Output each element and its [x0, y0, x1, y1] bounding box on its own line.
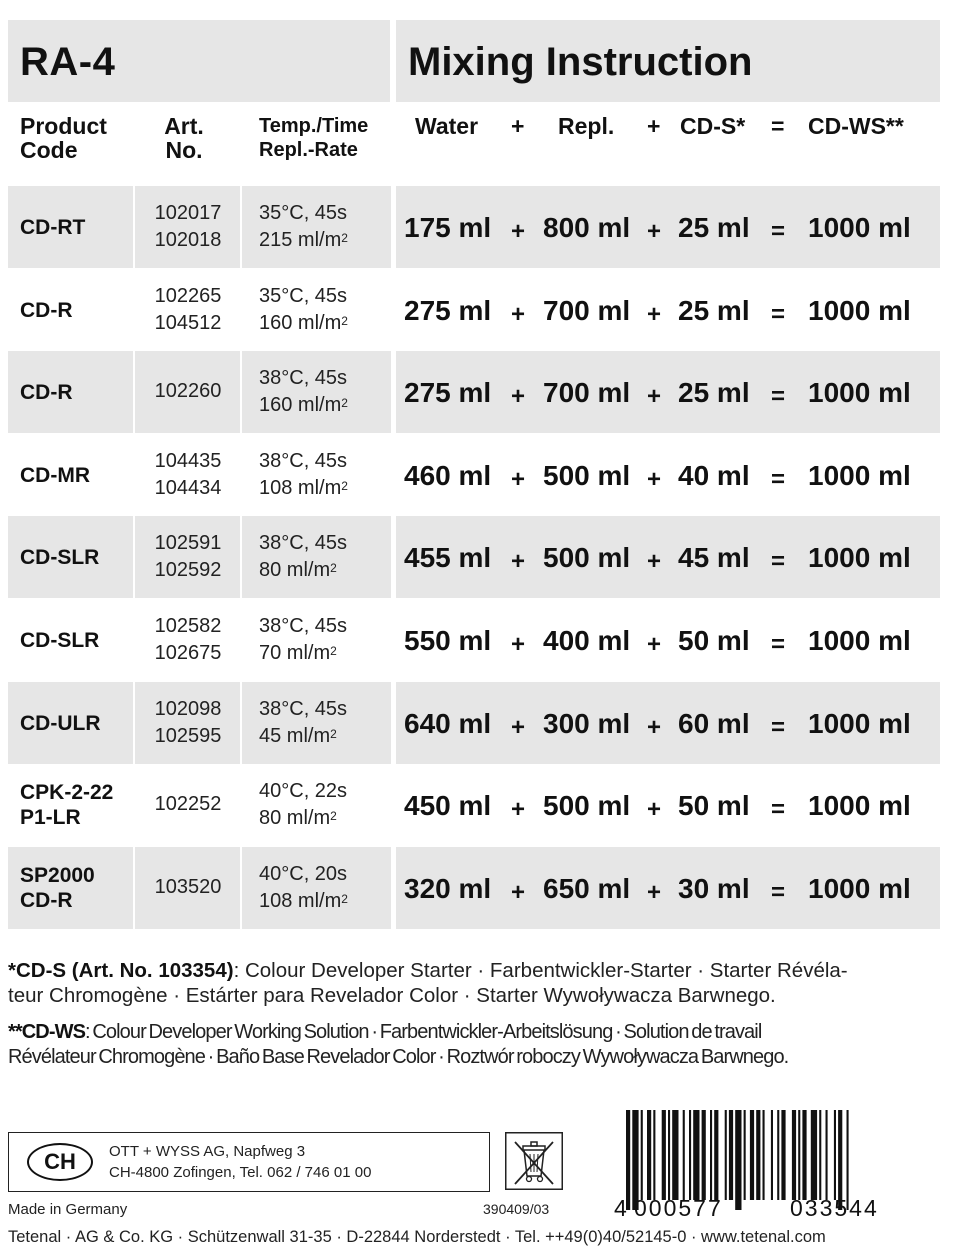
barcode-bar	[683, 1110, 685, 1200]
product-code	[20, 628, 99, 653]
column-divider	[133, 847, 135, 929]
footnote-cdws-text: : Colour Developer Working Solution · Farbentwickler-Arbeitslösung · Solution de travail	[85, 1021, 762, 1043]
rate-value: 160 ml/m	[259, 394, 342, 417]
product-code-line: CD-RT	[20, 216, 86, 239]
working-solution-amount: 1000 ml	[808, 377, 911, 409]
barcode-bar	[725, 1110, 727, 1200]
water-amount: 175 ml	[404, 212, 492, 243]
equals-sign: =	[771, 548, 786, 576]
column-divider	[391, 764, 396, 846]
table-row	[8, 269, 940, 351]
replenisher-amount: 500 ml	[543, 542, 631, 574]
temp-time: 38°C, 45s	[259, 697, 348, 720]
replenishment-rate	[259, 723, 347, 750]
rate-exponent: 2	[341, 231, 348, 245]
product-code-line: CPK-2-22	[20, 781, 114, 805]
column-divider	[240, 516, 242, 598]
barcode-bar	[653, 1110, 655, 1200]
water-amount: 460 ml	[404, 459, 492, 491]
temp-time-rate	[259, 365, 348, 419]
water-amount: 275 ml	[404, 294, 492, 326]
product-code	[20, 215, 85, 240]
process-title: RA-4	[8, 20, 390, 102]
column-divider	[133, 186, 135, 268]
article-number: 102260	[154, 380, 222, 403]
plus-sign: +	[511, 878, 526, 906]
plus-sign: +	[511, 383, 526, 411]
product-code-line: CD-ULR	[20, 711, 101, 735]
column-divider	[133, 516, 135, 598]
article-numbers	[138, 613, 238, 667]
starter-amount: 45 ml	[678, 542, 750, 574]
footnote-cds	[8, 958, 940, 1008]
article-number: 103520	[154, 875, 222, 898]
column-header-art-no: Art. No.	[164, 113, 204, 163]
temp-time-rate	[259, 696, 347, 750]
starter-amount: 25 ml	[678, 294, 750, 326]
product-code	[20, 545, 99, 570]
replenisher-amount: 400 ml	[543, 625, 631, 656]
address-line: OTT + WYSS AG, Napfweg 3	[109, 1143, 306, 1160]
footnote-cdws-text-cont: Révélateur Chromogène · Baño Base Revelador Color · Roztwór roboczy Wywoływacza Barwnego.	[8, 1046, 789, 1068]
column-divider	[240, 764, 242, 846]
column-header-cdws: CD-WS**	[808, 113, 904, 139]
article-number: 102591	[154, 532, 222, 555]
barcode-bar	[802, 1110, 806, 1200]
column-header-temp-time: Temp./Time Repl.-Rate	[259, 115, 369, 161]
plus-sign: +	[647, 878, 662, 906]
article-number: 102252	[154, 793, 222, 816]
equals-sign: =	[771, 878, 786, 906]
working-solution-amount: 1000 ml	[808, 212, 911, 243]
product-code-line: SP2000	[20, 863, 95, 887]
temp-time: 38°C, 45s	[259, 367, 348, 390]
distributor-address-box	[8, 1132, 490, 1192]
working-solution-amount: 1000 ml	[808, 542, 911, 574]
water-amount: 450 ml	[404, 790, 492, 822]
rate-exponent: 2	[330, 561, 337, 576]
plus-sign: +	[511, 465, 526, 493]
product-code	[20, 863, 95, 913]
barcode-bar	[735, 1110, 741, 1210]
product-code-line: P1-LR	[20, 806, 81, 830]
equals-sign: =	[771, 713, 786, 741]
plus-sign: +	[511, 713, 526, 741]
column-divider	[240, 269, 242, 351]
column-header-plus: +	[511, 113, 525, 139]
rate-value: 80 ml/m	[259, 559, 331, 582]
barcode-bar	[771, 1110, 773, 1200]
temp-time-rate	[259, 448, 348, 502]
product-code-line: CD-R	[20, 298, 73, 322]
temp-time-rate	[259, 530, 347, 584]
footnote-cds-text: : Colour Developer Starter · Farbentwickler-Starter · Starter Révéla-	[233, 959, 848, 982]
product-code-line: CD-MR	[20, 463, 90, 487]
footnote-cdws-label: **CD-WS	[8, 1021, 86, 1043]
barcode-bar	[672, 1110, 678, 1200]
barcode-bar	[798, 1110, 800, 1200]
plus-sign: +	[647, 465, 662, 493]
replenishment-rate	[259, 227, 348, 254]
rate-value: 160 ml/m	[259, 311, 342, 334]
temp-time-rate	[259, 778, 347, 832]
replenishment-rate	[259, 640, 347, 667]
column-divider	[391, 682, 396, 764]
article-number: 102582	[154, 615, 222, 637]
barcode-bar	[729, 1110, 733, 1200]
table-row	[8, 186, 940, 268]
column-divider	[133, 434, 135, 516]
equals-sign: =	[771, 796, 786, 824]
address-line: CH-4800 Zofingen, Tel. 062 / 746 01 00	[109, 1164, 372, 1181]
starter-amount: 60 ml	[678, 707, 750, 739]
plus-sign: +	[647, 548, 662, 576]
table-row	[8, 764, 940, 846]
working-solution-amount: 1000 ml	[808, 707, 911, 739]
rate-value: 45 ml/m	[259, 724, 331, 747]
column-divider	[133, 682, 135, 764]
plus-sign: +	[511, 548, 526, 576]
article-numbers	[138, 696, 238, 750]
barcode-bar	[792, 1110, 796, 1200]
replenisher-amount: 650 ml	[543, 872, 631, 904]
starter-amount: 50 ml	[678, 625, 750, 656]
rate-value: 215 ml/m	[259, 229, 342, 251]
working-solution-amount: 1000 ml	[808, 790, 911, 822]
working-solution-amount: 1000 ml	[808, 625, 911, 656]
replenishment-rate	[259, 475, 348, 502]
rate-value: 108 ml/m	[259, 476, 342, 499]
manufacturer-footer: Tetenal · AG & Co. KG · Schützenwall 31-35 · D-22844 Norderstedt · Tel. ++49(0)40/52145-0 · www.tetenal.com	[8, 1228, 826, 1246]
equals-sign: =	[771, 218, 786, 245]
article-number: 102595	[154, 724, 222, 747]
product-code-line: CD-SLR	[20, 629, 100, 652]
barcode-bar	[826, 1110, 828, 1200]
column-divider	[391, 351, 396, 433]
equals-sign: =	[771, 300, 786, 328]
article-number: 102592	[154, 559, 222, 582]
article-numbers	[138, 448, 238, 502]
temp-time: 38°C, 45s	[259, 449, 348, 472]
product-code	[20, 380, 73, 405]
water-amount: 640 ml	[404, 707, 492, 739]
barcode-digits-left: 000577	[634, 1195, 723, 1220]
starter-amount: 25 ml	[678, 212, 750, 243]
article-numbers	[138, 200, 238, 254]
barcode-bar	[641, 1110, 643, 1200]
rate-exponent: 2	[341, 313, 348, 328]
table-row	[8, 516, 940, 598]
working-solution-amount: 1000 ml	[808, 459, 911, 491]
replenisher-amount: 500 ml	[543, 790, 631, 822]
barcode-bar	[750, 1110, 754, 1200]
temp-time: 38°C, 45s	[259, 532, 348, 555]
equals-sign: =	[771, 631, 786, 658]
barcode-digit-prefix: 4	[614, 1195, 627, 1220]
product-code	[20, 711, 100, 736]
column-divider	[240, 351, 242, 433]
table-row	[8, 599, 940, 681]
barcode-bar	[702, 1110, 706, 1200]
water-amount: 275 ml	[404, 377, 492, 409]
column-header-product-code: Product Code	[20, 113, 107, 163]
column-divider	[240, 434, 242, 516]
plus-sign: +	[647, 300, 662, 328]
crossed-out-wheelie-bin-icon	[505, 1132, 563, 1190]
rate-exponent: 2	[330, 726, 337, 741]
barcode-bar	[662, 1110, 666, 1200]
column-divider	[133, 351, 135, 433]
article-number: 104434	[154, 476, 222, 499]
barcode-bar	[763, 1110, 765, 1200]
plus-sign: +	[647, 796, 662, 824]
replenishment-rate	[259, 888, 348, 915]
article-number: 102098	[154, 697, 222, 720]
plus-sign: +	[647, 383, 662, 411]
table-row	[8, 351, 940, 433]
temp-time: 40°C, 22s	[259, 780, 348, 803]
equals-sign: =	[771, 383, 786, 411]
product-code-line: CD-R	[20, 888, 73, 912]
replenisher-amount: 300 ml	[543, 707, 631, 739]
plus-sign: +	[511, 796, 526, 824]
product-code-line: CD-SLR	[20, 546, 100, 570]
barcode-bar	[834, 1110, 836, 1200]
article-number: 102265	[154, 284, 222, 307]
column-header-repl: Repl.	[558, 113, 615, 139]
column-divider	[133, 269, 135, 351]
replenisher-amount: 500 ml	[543, 459, 631, 491]
starter-amount: 50 ml	[678, 790, 750, 822]
working-solution-amount: 1000 ml	[808, 294, 911, 326]
column-header-cds: CD-S*	[680, 113, 746, 139]
rate-exponent: 2	[330, 809, 337, 824]
barcode-bar	[693, 1110, 699, 1200]
temp-time-rate	[259, 613, 347, 667]
plus-sign: +	[511, 300, 526, 328]
footnote-cds-label: *CD-S (Art. No. 103354)	[8, 959, 234, 982]
article-numbers	[138, 874, 238, 901]
starter-amount: 25 ml	[678, 377, 750, 409]
table-row	[8, 847, 940, 929]
temp-time-rate	[259, 861, 348, 915]
ean-barcode	[612, 1108, 942, 1220]
water-amount: 320 ml	[404, 872, 492, 904]
column-divider	[240, 186, 242, 268]
plus-sign: +	[511, 631, 526, 658]
temp-time: 40°C, 20s	[259, 862, 348, 885]
barcode-bar	[647, 1110, 651, 1200]
table-row	[8, 434, 940, 516]
article-number: 102017	[154, 202, 222, 224]
barcode-bar	[744, 1110, 746, 1200]
column-divider	[240, 847, 242, 929]
plus-sign: +	[647, 713, 662, 741]
column-header-water: Water	[415, 113, 479, 139]
rate-exponent: 2	[341, 891, 348, 906]
column-divider	[391, 434, 396, 516]
column-divider	[240, 599, 242, 681]
product-code	[20, 463, 90, 488]
equals-sign: =	[771, 465, 786, 493]
rate-exponent: 2	[330, 644, 337, 658]
plus-sign: +	[647, 631, 662, 658]
column-divider	[391, 516, 396, 598]
section-title: Mixing Instruction	[396, 20, 940, 102]
print-code: 390409/03	[483, 1201, 550, 1217]
product-code	[20, 298, 73, 323]
barcode-bar	[781, 1110, 785, 1200]
article-numbers	[138, 791, 238, 818]
rate-exponent: 2	[341, 478, 348, 493]
barcode-bar	[811, 1110, 817, 1200]
replenishment-rate	[259, 392, 348, 419]
replenishment-rate	[259, 557, 347, 584]
replenisher-amount: 700 ml	[543, 377, 631, 409]
column-divider	[240, 682, 242, 764]
column-divider	[133, 599, 135, 681]
barcode-bar	[710, 1110, 712, 1200]
barcode-bar	[714, 1110, 718, 1200]
table-row	[8, 682, 940, 764]
starter-amount: 40 ml	[678, 459, 750, 491]
barcode-bar	[777, 1110, 779, 1200]
column-divider	[391, 269, 396, 351]
temp-time: 35°C, 45s	[259, 202, 348, 224]
barcode-bar	[689, 1110, 691, 1200]
column-divider	[133, 764, 135, 846]
article-number: 104435	[154, 449, 222, 472]
barcode-bar	[819, 1110, 821, 1200]
temp-time-rate	[259, 283, 348, 337]
replenishment-rate	[259, 805, 347, 832]
country-badge: CH	[27, 1143, 93, 1181]
working-solution-amount: 1000 ml	[808, 872, 911, 904]
water-amount: 455 ml	[404, 542, 492, 574]
product-code-line: CD-R	[20, 381, 73, 405]
article-number: 102018	[154, 229, 222, 251]
barcode-digits-right: 033544	[790, 1195, 879, 1220]
temp-time: 38°C, 45s	[259, 615, 348, 637]
temp-time: 35°C, 45s	[259, 284, 348, 307]
column-header-plus: +	[647, 113, 661, 139]
plus-sign: +	[511, 218, 526, 245]
column-header-equals: =	[771, 113, 785, 139]
replenisher-amount: 700 ml	[543, 294, 631, 326]
rate-exponent: 2	[341, 396, 348, 411]
article-number: 104512	[154, 311, 222, 334]
water-amount: 550 ml	[404, 625, 492, 656]
plus-sign: +	[647, 218, 662, 245]
footnote-cds-text-cont: teur Chromogène · Estárter para Revelador Color · Starter Wywoływacza Barwnego.	[8, 984, 776, 1007]
article-number: 102675	[154, 642, 222, 664]
article-numbers	[138, 378, 238, 405]
barcode-bar	[668, 1110, 670, 1200]
column-divider	[391, 599, 396, 681]
replenishment-rate	[259, 310, 348, 337]
barcode-bar	[756, 1110, 760, 1200]
column-divider	[391, 847, 396, 929]
product-code	[20, 780, 113, 830]
temp-time-rate	[259, 200, 348, 254]
article-numbers	[138, 283, 238, 337]
rate-value: 80 ml/m	[259, 807, 331, 830]
rate-value: 108 ml/m	[259, 889, 342, 912]
footnote-cdws	[8, 1020, 940, 1070]
made-in-label: Made in Germany	[8, 1201, 128, 1218]
replenisher-amount: 800 ml	[543, 212, 631, 243]
column-divider	[391, 186, 396, 268]
article-numbers	[138, 530, 238, 584]
starter-amount: 30 ml	[678, 872, 750, 904]
rate-value: 70 ml/m	[259, 642, 331, 664]
